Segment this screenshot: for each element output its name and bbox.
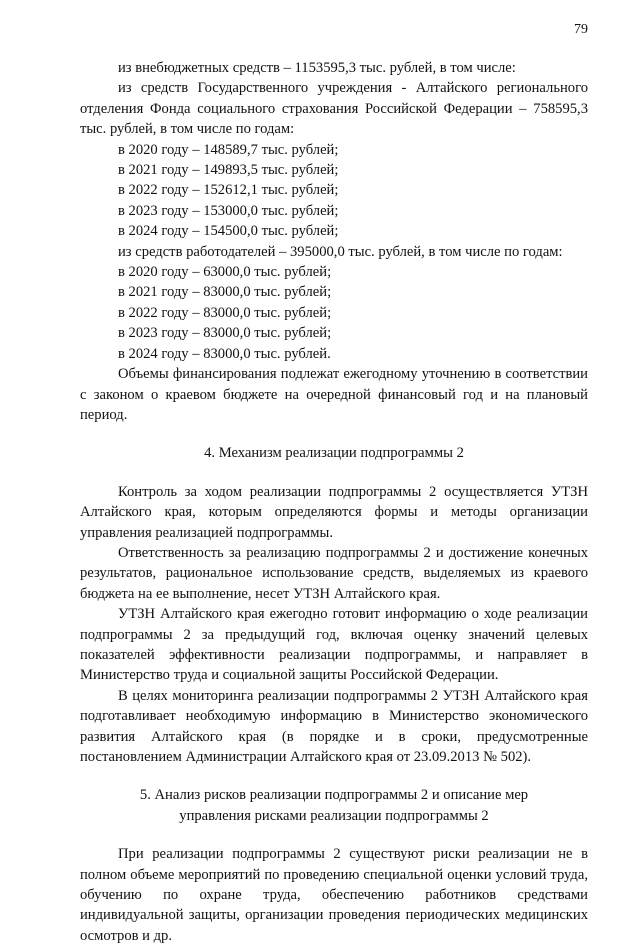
employers-source-line: из средств работодателей – 395000,0 тыс. рублей, в том числе по годам:	[118, 243, 563, 260]
page-number: 79	[574, 22, 588, 37]
section-4-paragraph: Контроль за ходом реализации подпрограммы 2 осуществляется УТЗН Алтайского края, которым определяются формы и методы организации управления реализацией подпрограммы.	[80, 483, 588, 541]
section-5-heading-line: 5. Анализ рисков реализации подпрограммы 2 и описание мер	[139, 787, 529, 804]
fss-year-line: в 2023 году – 153000,0 тыс. рублей;	[118, 202, 339, 219]
fss-year-line: в 2022 году – 152612,1 тыс. рублей;	[118, 182, 339, 199]
section-5-paragraph: При реализации подпрограммы 2 существуют риски реализации не в полном объеме мероприятий по проведению специальной оценки условий труда, обучению по охране труда, обеспечению работников средствами индивидуальной защиты, организации проведения периодических медицинских осмотров и др.	[80, 846, 588, 944]
fss-year-line: в 2024 году – 154500,0 тыс. рублей;	[118, 223, 339, 240]
employers-year-line: в 2020 году – 63000,0 тыс. рублей;	[118, 264, 332, 281]
extra-budget-line: из внебюджетных средств – 1153595,3 тыс. рублей, в том числе:	[118, 60, 516, 76]
section-4-paragraph: Ответственность за реализацию подпрограммы 2 и достижение конечных результатов, рациональное использование средств, выделяемых из краевого бюджета на ее выполнение, несет УТЗН Алтайского края.	[80, 544, 588, 602]
employers-year-line: в 2024 году – 83000,0 тыс. рублей.	[118, 345, 331, 362]
employers-year-line: в 2023 году – 83000,0 тыс. рублей;	[118, 325, 332, 342]
employers-years-list	[80, 262, 588, 364]
section-4-paragraph: УТЗН Алтайского края ежегодно готовит информацию о ходе реализации подпрограммы 2 за предыдущий год, включая оценку значений целевых показателей эффективности реализации подпрограммы, и направляет в Министерство труда и социальной защиты Российской Федерации.	[80, 606, 588, 684]
section-5-heading	[80, 785, 588, 826]
fss-years-list	[80, 140, 588, 242]
fss-year-line: в 2021 году – 149893,5 тыс. рублей;	[118, 162, 339, 179]
employers-year-line: в 2022 году – 83000,0 тыс. рублей;	[118, 304, 332, 321]
employers-year-line: в 2021 году – 83000,0 тыс. рублей;	[118, 284, 332, 301]
document-body	[80, 58, 588, 946]
section-5-heading-line: управления рисками реализации подпрограммы 2	[179, 807, 489, 824]
fss-year-line: в 2020 году – 148589,7 тыс. рублей;	[118, 141, 339, 158]
annual-note-paragraph: Объемы финансирования подлежат ежегодному уточнению в соответствии с законом о краевом бюджете на очередной финансовый год и на плановый период.	[80, 366, 588, 423]
fss-source-paragraph: из средств Государственного учреждения - Алтайского регионального отделения Фонда социального страхования Российской Федерации – 758595,3 тыс. рублей, в том числе по годам:	[80, 80, 588, 138]
section-4-heading: 4. Механизм реализации подпрограммы 2	[204, 445, 464, 462]
section-4-paragraph: В целях мониторинга реализации подпрограммы 2 УТЗН Алтайского края подготавливает необходимую информацию в Министерство экономического развития Алтайского края (в порядке и в сроки, предусмотренные постановлением Администрации Алтайского края от 23.09.2013 № 502).	[80, 687, 588, 765]
